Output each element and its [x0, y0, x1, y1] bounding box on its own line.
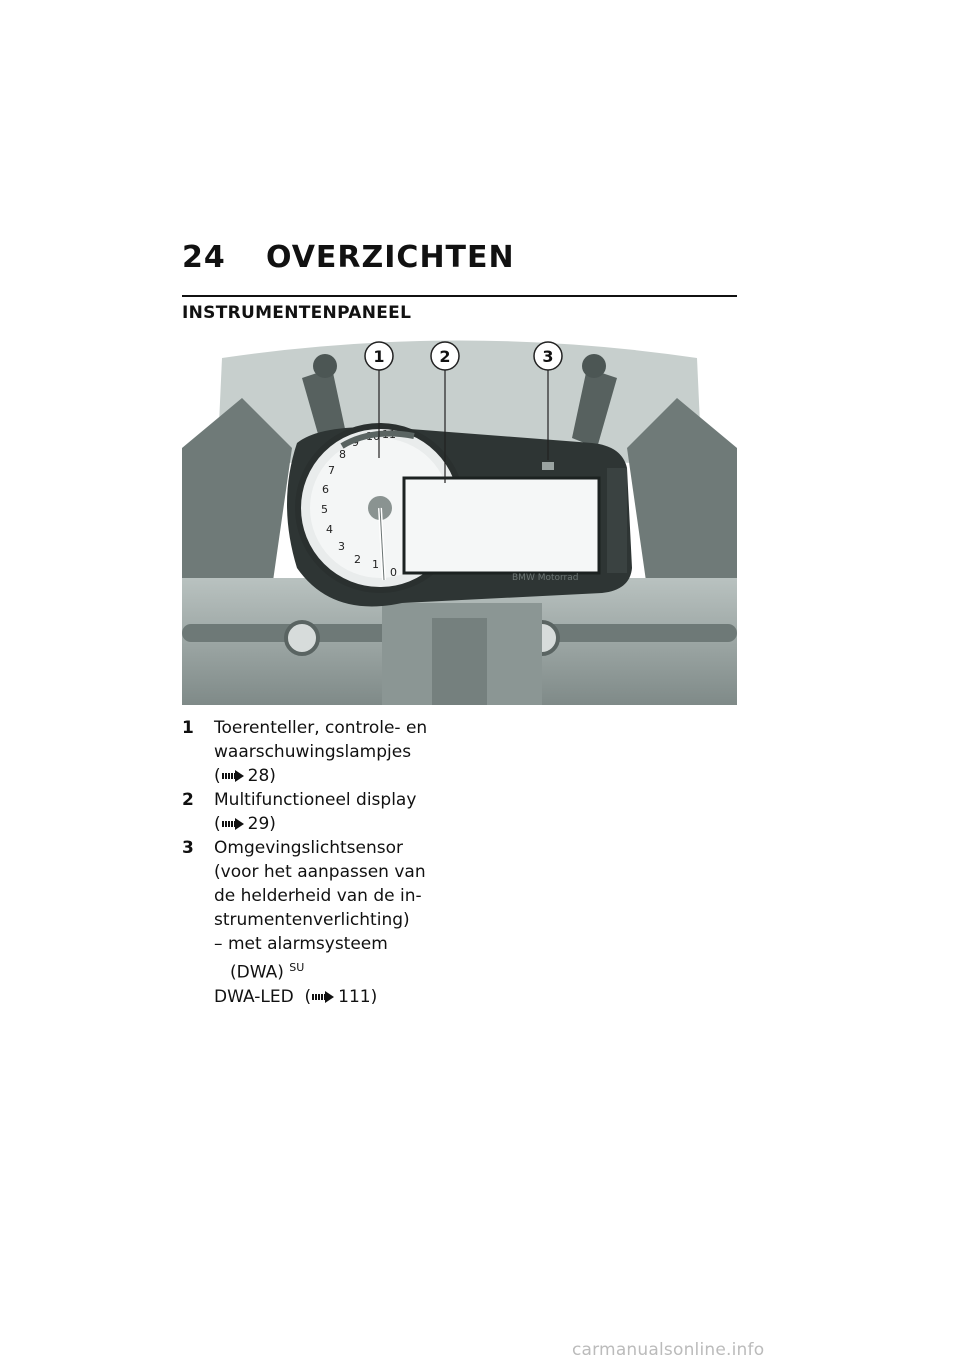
callout-2-label: 2	[439, 347, 451, 366]
ref-page: 29)	[247, 814, 276, 834]
reference-arrow-icon	[222, 818, 244, 830]
legend-number: 1	[182, 718, 194, 738]
legend-item	[182, 716, 452, 788]
reference-arrow-icon	[312, 991, 334, 1003]
section-title: INSTRUMENTENPANEEL	[182, 295, 737, 323]
instrument-panel-illustration	[182, 328, 737, 705]
callout-3-label: 3	[542, 347, 554, 366]
watermark: carmanualsonline.info	[572, 1340, 765, 1360]
option-dash: –	[214, 934, 223, 954]
tacho-tick-4: 4	[326, 523, 333, 536]
ref-page: 28)	[247, 766, 276, 786]
page-reference[interactable]	[214, 764, 452, 788]
callout-1	[365, 342, 393, 370]
legend-text: Multifunctioneel display	[214, 790, 417, 810]
ref-page: 111)	[338, 986, 378, 1007]
tacho-tick-2: 2	[354, 553, 361, 566]
ref-open: (	[304, 986, 312, 1007]
callout-3	[534, 342, 562, 370]
dwa-led-line	[214, 985, 452, 1009]
tacho-tick-1: 1	[372, 558, 379, 571]
legend-list	[182, 716, 452, 1009]
page-number: 24	[182, 240, 226, 275]
dwa-led-text: DWA-LED	[214, 986, 294, 1007]
tacho-tick-5: 5	[321, 503, 328, 516]
tacho-zero: 0	[390, 566, 397, 579]
brand-text: BMW Motorrad	[512, 573, 579, 583]
legend-text: Omgevingslichtsensor (voor het aanpassen van de helderheid van de in-strumentenverlichting)	[214, 838, 426, 930]
legend-item	[182, 836, 452, 1009]
tacho-tick-7: 7	[328, 464, 335, 477]
tacho-tick-6: 6	[322, 483, 329, 496]
callout-2	[431, 342, 459, 370]
legend-number: 3	[182, 838, 194, 858]
option-code	[214, 956, 452, 985]
ref-open: (	[214, 814, 221, 834]
page-reference[interactable]	[214, 812, 452, 836]
option-text: met alarmsysteem	[228, 934, 388, 954]
legend-text: Toerenteller, controle- en waarschuwingslampjes	[214, 718, 428, 762]
tacho-tick-8: 8	[339, 448, 346, 461]
option-superscript: SU	[289, 961, 305, 974]
tacho-tick-10: 10	[366, 430, 380, 443]
page-header	[182, 240, 515, 275]
option-line	[214, 932, 452, 956]
chapter-title: OVERZICHTEN	[266, 240, 515, 275]
ref-open: (	[214, 766, 221, 786]
legend-item	[182, 788, 452, 836]
tacho-tick-3: 3	[338, 540, 345, 553]
page-reference[interactable]	[304, 987, 377, 1007]
option-code-text: (DWA)	[230, 962, 284, 983]
legend-number: 2	[182, 790, 194, 810]
instrument-panel-figure	[182, 328, 737, 705]
callout-1-label: 1	[373, 347, 385, 366]
tacho-tick-11: 11	[382, 428, 396, 441]
reference-arrow-icon	[222, 770, 244, 782]
tacho-tick-9: 9	[352, 436, 359, 449]
